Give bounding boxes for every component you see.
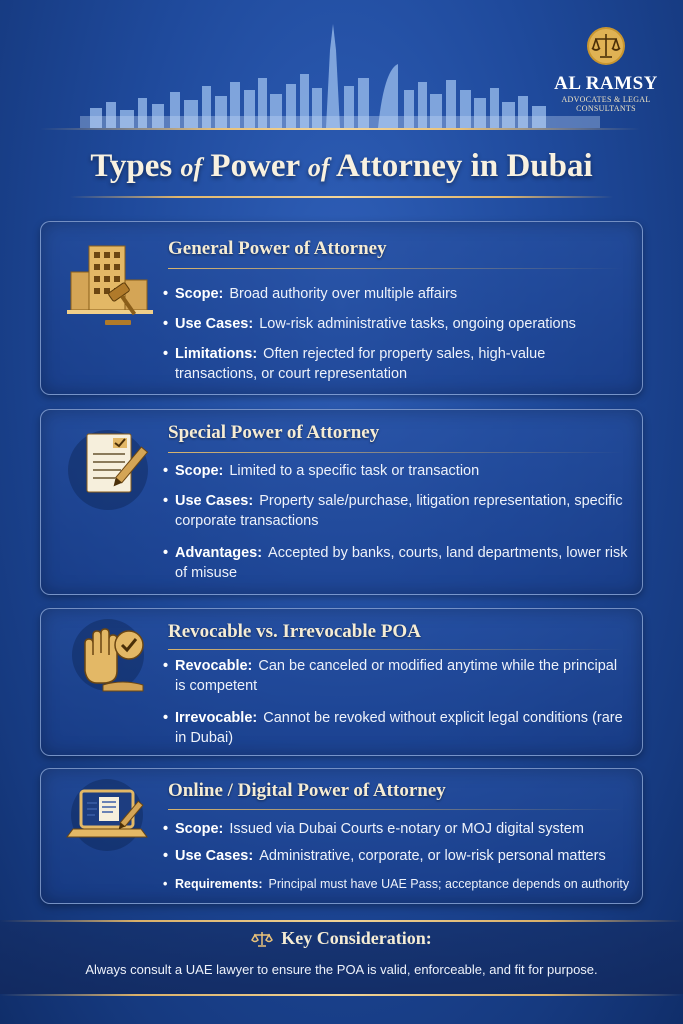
card-item-scope: • Scope: Issued via Dubai Courts e-notary or MOJ digital system [163,821,584,837]
card-item-limitations: • Limitations: Often rejected for property sales, high-value transactions, or court representation [163,346,546,382]
card-special-poa [40,409,643,595]
card-item-revocable: • Revocable: Can be canceled or modified anytime while the principal is competent [163,658,618,694]
card-item-use-cases: • Use Cases: Administrative, corporate, or low-risk personal matters [163,848,606,864]
brand-name: AL RAMSY [554,73,658,94]
card-title-rule [168,268,624,269]
scales-icon [251,930,273,948]
card-item-irrevocable: • Irrevocable: Cannot be revoked without explicit legal conditions (rare in Dubai) [163,710,623,746]
skyline-divider [40,128,640,130]
card-item-requirements: • Requirements: Principal must have UAE Pass; acceptance depends on authority [163,877,630,891]
scales-of-justice-icon [586,26,626,66]
buildings-gavel-icon [63,232,163,332]
card-revocable-poa [40,608,643,756]
card-item-advantages: • Advantages: Accepted by banks, courts, land departments, lower risk of misuse [163,545,628,581]
card-title-rule [168,649,624,650]
page-title: Types of Power of Attorney in Dubai [90,148,593,184]
card-title-rule [168,809,624,810]
card-general-poa [40,221,643,395]
card-title: General Power of Attorney [168,238,387,259]
key-band-bottom-rule [0,994,683,996]
card-item-use-cases: • Use Cases: Property sale/purchase, litigation representation, specific corporate transactions [163,493,623,529]
card-title: Online / Digital Power of Attorney [168,780,446,801]
card-title: Revocable vs. Irrevocable POA [168,621,421,642]
card-title-rule [168,452,624,453]
brand-logo[interactable] [536,26,676,116]
key-consideration-title: Key Consideration: [0,928,683,953]
card-item-scope: • Scope: Broad authority over multiple affairs [163,286,458,302]
key-band-top-rule [0,920,683,922]
card-online-poa [40,768,643,904]
hand-check-icon [63,613,163,713]
card-title: Special Power of Attorney [168,422,380,443]
card-item-use-cases: • Use Cases: Low-risk administrative tasks, ongoing operations [163,316,576,332]
laptop-document-icon [63,771,163,871]
key-consideration-text: Always consult a UAE lawyer to ensure the POA is valid, enforceable, and fit for purpose. [85,962,598,977]
brand-tagline: ADVOCATES & LEGAL CONSULTANTS [561,95,651,113]
document-pen-icon [63,418,163,518]
title-divider [70,196,613,198]
card-item-scope: • Scope: Limited to a specific task or transaction [163,463,480,479]
